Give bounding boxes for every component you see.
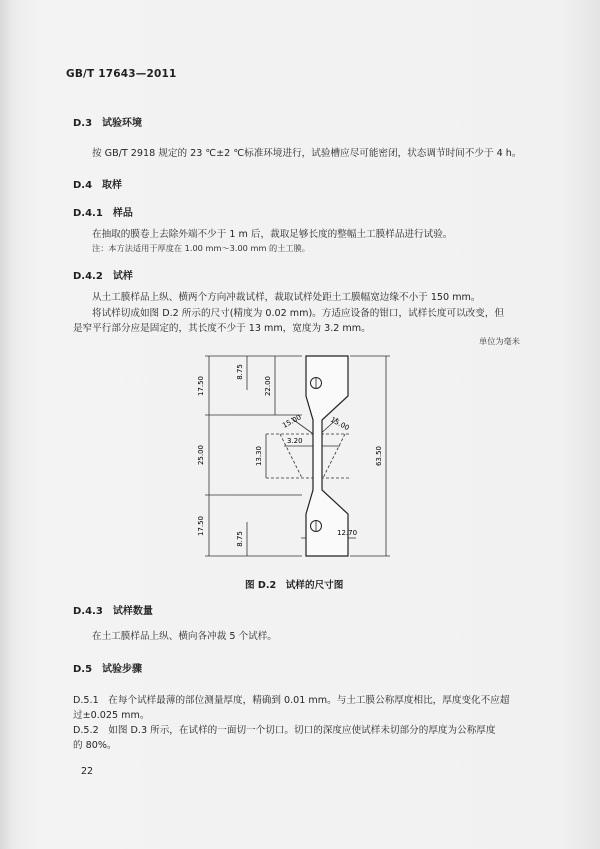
section-d52-line1: D.5.2 如图 D.3 所示，在试样的一面切一个切口。切口的深度应使试样未切部分的厚度为公称厚度 [73, 725, 496, 736]
section-d3-body: 按 GB/T 2918 规定的 23 ℃±2 ℃标准环境进行，试验槽应尽可能密闭，状态调节时间不少于 4 h。 [92, 148, 522, 159]
dim-total-length: 63.50 [375, 445, 383, 467]
section-d42-line1: 从土工膜样品上纵、横两个方向冲裁试样，裁取试样处距土工膜幅宽边缘不小于 150 mm。 [92, 292, 481, 303]
dim-middle-section: 25.00 [197, 444, 205, 466]
section-d43-body: 在土工膜样品上纵、横向各冲裁 5 个试样。 [92, 631, 277, 642]
dim-hole-offset-top: 8.75 [236, 364, 244, 380]
section-d42-line2: 将试样切成如图 D.2 所示的尺寸(精度为 0.02 mm)。方适应设备的钳口，试样长度可以改变，但 [92, 308, 505, 319]
dim-radius-right: 15.00 [329, 415, 351, 433]
dim-end-width: 12.70 [337, 529, 358, 537]
section-d3-title: D.3 试验环境 [73, 118, 143, 129]
section-d51-line1: D.5.1 在每个试样最薄的部位测量厚度，精确到 0.01 mm。与土工膜公称厚度相比，厚度变化不应超 [73, 695, 510, 706]
figure-caption: 图 D.2 试样的尺寸图 [245, 580, 344, 591]
section-d41-note: 注：本方法适用于厚度在 1.00 mm～3.00 mm 的土工膜。 [92, 243, 310, 253]
section-d42-line3: 是窄平行部分应是固定的，其长度不少于 13 mm，宽度为 3.2 mm。 [73, 323, 371, 334]
dim-bottom-section: 17.50 [197, 515, 205, 537]
section-d42-title: D.4.2 试样 [73, 271, 133, 282]
dim-gauge-width: 3.20 [287, 437, 303, 445]
section-d41-title: D.4.1 样品 [73, 208, 133, 219]
unit-label: 单位为毫米 [479, 336, 520, 346]
dim-radius-left: 15.00 [281, 413, 303, 430]
dim-gauge-length: 13.30 [255, 445, 263, 467]
section-d51-line2: 过±0.025 mm。 [73, 710, 150, 721]
section-d52-line2: 的 80%。 [73, 740, 117, 751]
specimen-dimension-figure [180, 350, 400, 572]
section-d5-title: D.5 试验步骤 [73, 664, 143, 675]
dim-hole-offset-bottom: 8.75 [236, 531, 244, 547]
standard-header: GB/T 17643—2011 [66, 68, 177, 80]
page-number: 22 [81, 766, 94, 777]
dim-top-section: 17.50 [197, 375, 205, 397]
dim-end-length: 22.00 [264, 375, 272, 397]
section-d41-body: 在抽取的膜卷上去除外端不少于 1 m 后，裁取足够长度的整幅土工膜样品进行试验。 [92, 229, 453, 240]
section-d4-title: D.4 取样 [73, 180, 123, 191]
section-d43-title: D.4.3 试样数量 [73, 606, 153, 617]
